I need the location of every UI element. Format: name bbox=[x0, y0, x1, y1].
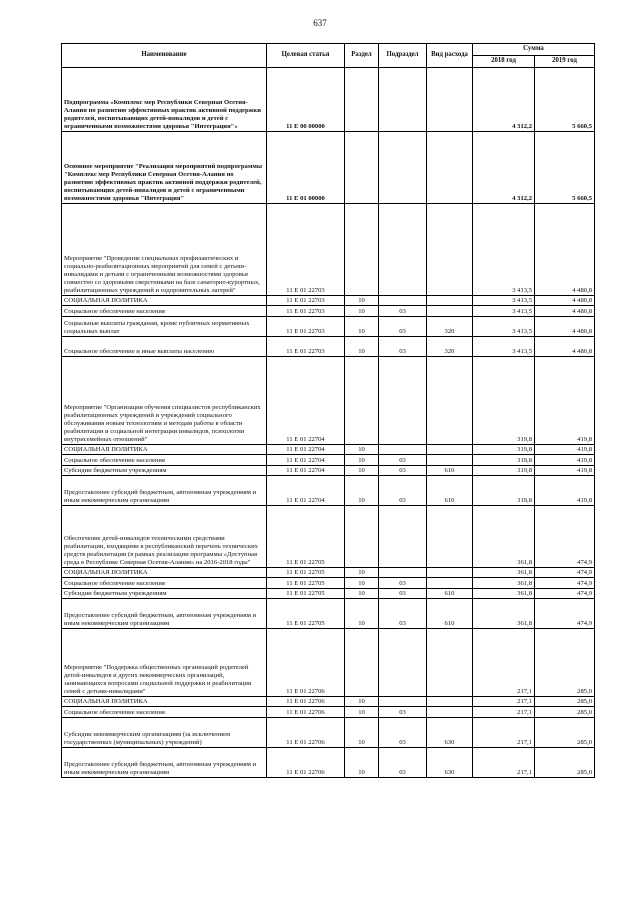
cell-subsection: 03 bbox=[379, 476, 427, 506]
cell-section: 10 bbox=[345, 337, 379, 357]
header-article: Целевая статья bbox=[267, 44, 345, 68]
cell-name: СОЦИАЛЬНАЯ ПОЛИТИКА bbox=[62, 697, 267, 707]
cell-sum-2018: 319,8 bbox=[473, 445, 535, 455]
cell-sum-2018: 3 413,5 bbox=[473, 296, 535, 306]
cell-subsection: 03 bbox=[379, 589, 427, 599]
table-row bbox=[62, 578, 595, 589]
header-year-2019: 2019 год bbox=[535, 56, 595, 68]
cell-expense-type: 610 bbox=[427, 589, 473, 599]
cell-section bbox=[345, 629, 379, 697]
cell-article: 11 Е 01 22706 bbox=[267, 707, 345, 718]
cell-sum-2018: 217,1 bbox=[473, 718, 535, 748]
cell-sum-2018: 361,8 bbox=[473, 506, 535, 568]
cell-sum-2019: 4 480,8 bbox=[535, 337, 595, 357]
table-row bbox=[62, 506, 595, 568]
cell-sum-2018: 217,1 bbox=[473, 697, 535, 707]
table-row bbox=[62, 718, 595, 748]
table-row bbox=[62, 306, 595, 317]
cell-subsection: 03 bbox=[379, 337, 427, 357]
cell-sum-2019: 285,0 bbox=[535, 718, 595, 748]
cell-sum-2018: 361,8 bbox=[473, 578, 535, 589]
cell-article: 11 Е 01 22705 bbox=[267, 578, 345, 589]
cell-name: Мероприятие "Организация обучения специалистов республиканских реабилитационных учреждений и учреждений социального обслуживания новым технологиям и методам работы в области реабилитации и социальной интеграции инвалидов, психологии внутрисемейных отношений" bbox=[62, 357, 267, 445]
cell-section: 10 bbox=[345, 317, 379, 337]
cell-section: 10 bbox=[345, 296, 379, 306]
cell-article: 11 Е 01 22706 bbox=[267, 718, 345, 748]
cell-section: 10 bbox=[345, 707, 379, 718]
table-row bbox=[62, 476, 595, 506]
cell-article: 11 Е 01 22703 bbox=[267, 306, 345, 317]
cell-section: 10 bbox=[345, 445, 379, 455]
cell-article: 11 Е 01 22703 bbox=[267, 317, 345, 337]
cell-sum-2018: 4 312,2 bbox=[473, 68, 535, 132]
cell-sum-2019: 474,9 bbox=[535, 599, 595, 629]
cell-expense-type: 610 bbox=[427, 466, 473, 476]
header-section: Раздел bbox=[345, 44, 379, 68]
cell-sum-2019: 4 480,8 bbox=[535, 204, 595, 296]
cell-expense-type bbox=[427, 357, 473, 445]
header-year-2018: 2018 год bbox=[473, 56, 535, 68]
cell-name: Социальное обеспечение и иные выплаты населению bbox=[62, 337, 267, 357]
cell-subsection bbox=[379, 445, 427, 455]
cell-sum-2018: 319,8 bbox=[473, 476, 535, 506]
cell-section: 10 bbox=[345, 718, 379, 748]
cell-subsection: 03 bbox=[379, 578, 427, 589]
cell-expense-type bbox=[427, 68, 473, 132]
cell-expense-type: 320 bbox=[427, 317, 473, 337]
table-row bbox=[62, 629, 595, 697]
table-row bbox=[62, 589, 595, 599]
header-sum: Сумма bbox=[473, 44, 595, 56]
table-row bbox=[62, 599, 595, 629]
cell-expense-type: 630 bbox=[427, 748, 473, 778]
cell-article: 11 Е 01 22703 bbox=[267, 337, 345, 357]
cell-name: Предоставление субсидий бюджетным, автономным учреждениям и иным некоммерческим организациям bbox=[62, 748, 267, 778]
table-row bbox=[62, 445, 595, 455]
cell-sum-2018: 319,8 bbox=[473, 357, 535, 445]
cell-expense-type bbox=[427, 506, 473, 568]
cell-subsection bbox=[379, 357, 427, 445]
cell-sum-2018: 361,8 bbox=[473, 568, 535, 578]
cell-sum-2018: 217,1 bbox=[473, 629, 535, 697]
cell-expense-type bbox=[427, 445, 473, 455]
cell-section: 10 bbox=[345, 697, 379, 707]
cell-section bbox=[345, 204, 379, 296]
cell-article: 11 Е 01 22704 bbox=[267, 455, 345, 466]
cell-subsection: 03 bbox=[379, 748, 427, 778]
table-row bbox=[62, 748, 595, 778]
cell-name: Социальные выплаты гражданам, кроме публичных нормативных социальных выплат bbox=[62, 317, 267, 337]
cell-expense-type: 610 bbox=[427, 599, 473, 629]
cell-sum-2018: 217,1 bbox=[473, 748, 535, 778]
cell-sum-2019: 419,8 bbox=[535, 455, 595, 466]
cell-article: 11 Е 01 22703 bbox=[267, 296, 345, 306]
table-body bbox=[62, 68, 595, 778]
cell-section: 10 bbox=[345, 476, 379, 506]
cell-sum-2019: 419,8 bbox=[535, 466, 595, 476]
cell-name: Социальное обеспечение населения bbox=[62, 578, 267, 589]
cell-article: 11 Е 00 00000 bbox=[267, 68, 345, 132]
cell-section: 10 bbox=[345, 455, 379, 466]
cell-section: 10 bbox=[345, 466, 379, 476]
cell-sum-2019: 419,8 bbox=[535, 476, 595, 506]
cell-name: Обеспечение детей-инвалидов техническими средствами реабилитации, входящими в республиканский перечень технических средств реабилитации (в рамках реализации программы «Доступная среда в Республике Северная Осетия-Алания» на 2016-2018 годы" bbox=[62, 506, 267, 568]
cell-sum-2019: 285,0 bbox=[535, 707, 595, 718]
budget-table bbox=[61, 43, 595, 778]
table-row bbox=[62, 204, 595, 296]
cell-subsection bbox=[379, 629, 427, 697]
cell-section: 10 bbox=[345, 578, 379, 589]
cell-sum-2019: 474,9 bbox=[535, 568, 595, 578]
cell-expense-type bbox=[427, 629, 473, 697]
cell-sum-2019: 419,8 bbox=[535, 445, 595, 455]
cell-section bbox=[345, 506, 379, 568]
header-expense-type: Вид расхода bbox=[427, 44, 473, 68]
cell-sum-2018: 319,8 bbox=[473, 455, 535, 466]
cell-sum-2018: 4 312,2 bbox=[473, 132, 535, 204]
cell-sum-2019: 419,8 bbox=[535, 357, 595, 445]
cell-expense-type bbox=[427, 132, 473, 204]
cell-name: Социальное обеспечение населения bbox=[62, 707, 267, 718]
cell-sum-2019: 4 480,8 bbox=[535, 306, 595, 317]
cell-sum-2018: 361,8 bbox=[473, 599, 535, 629]
cell-sum-2019: 5 660,5 bbox=[535, 68, 595, 132]
cell-subsection bbox=[379, 568, 427, 578]
cell-name: Субсидии бюджетным учреждениям bbox=[62, 466, 267, 476]
cell-article: 11 Е 01 22706 bbox=[267, 629, 345, 697]
cell-sum-2018: 361,8 bbox=[473, 589, 535, 599]
cell-article: 11 Е 01 22706 bbox=[267, 748, 345, 778]
cell-name: Предоставление субсидий бюджетным, автономным учреждениям и иным некоммерческим организациям bbox=[62, 599, 267, 629]
cell-subsection bbox=[379, 697, 427, 707]
header-name: Наименование bbox=[62, 44, 267, 68]
cell-subsection bbox=[379, 204, 427, 296]
cell-sum-2019: 4 480,8 bbox=[535, 296, 595, 306]
cell-section: 10 bbox=[345, 589, 379, 599]
cell-article: 11 Е 01 22705 bbox=[267, 568, 345, 578]
table-row bbox=[62, 337, 595, 357]
cell-sum-2018: 319,8 bbox=[473, 466, 535, 476]
cell-article: 11 Е 01 22706 bbox=[267, 697, 345, 707]
cell-subsection: 03 bbox=[379, 317, 427, 337]
cell-name: Социальное обеспечение населения bbox=[62, 455, 267, 466]
cell-section bbox=[345, 132, 379, 204]
cell-expense-type bbox=[427, 204, 473, 296]
table-row bbox=[62, 68, 595, 132]
cell-expense-type bbox=[427, 578, 473, 589]
cell-section: 10 bbox=[345, 599, 379, 629]
cell-expense-type: 610 bbox=[427, 476, 473, 506]
cell-subsection bbox=[379, 68, 427, 132]
cell-sum-2019: 285,0 bbox=[535, 748, 595, 778]
cell-sum-2019: 474,9 bbox=[535, 506, 595, 568]
cell-subsection: 03 bbox=[379, 718, 427, 748]
cell-name: Мероприятие "Проведение специальных профилактических и социально-реабилитационных мероприятий для семей с детьми-инвалидами и детьми с ограниченными возможностями здоровья совместно со здоровыми сверстниками на базе санаторно-курортных, реабилитационных учреждений и оздоровительных лагерей" bbox=[62, 204, 267, 296]
cell-expense-type bbox=[427, 568, 473, 578]
cell-subsection bbox=[379, 296, 427, 306]
cell-name: СОЦИАЛЬНАЯ ПОЛИТИКА bbox=[62, 568, 267, 578]
table-row bbox=[62, 296, 595, 306]
cell-article: 11 Е 01 22705 bbox=[267, 599, 345, 629]
table-row bbox=[62, 455, 595, 466]
cell-name: Предоставление субсидий бюджетным, автономным учреждениям и иным некоммерческим организациям bbox=[62, 476, 267, 506]
cell-expense-type bbox=[427, 306, 473, 317]
header-subsection: Подраздел bbox=[379, 44, 427, 68]
cell-article: 11 Е 01 22704 bbox=[267, 445, 345, 455]
cell-name: Подпрограмма «Комплекс мер Республики Северная Осетия-Алания по развитию эффективных практик активной поддержки родителей, воспитывающих детей-инвалидов и детей с ограниченными возможностями здоровья "Интеграция"» bbox=[62, 68, 267, 132]
cell-expense-type: 320 bbox=[427, 337, 473, 357]
table-row bbox=[62, 697, 595, 707]
cell-sum-2019: 4 480,8 bbox=[535, 317, 595, 337]
cell-sum-2019: 285,0 bbox=[535, 629, 595, 697]
cell-article: 11 Е 01 22704 bbox=[267, 466, 345, 476]
table-row bbox=[62, 707, 595, 718]
table-row bbox=[62, 317, 595, 337]
cell-name: Основное мероприятие "Реализация мероприятий подпрограммы "Комплекс мер Республики Северная Осетия-Алания по развитию эффективных практик активной поддержки родителей, воспитывающих детей-инвалидов и детей с ограниченными возможностями здоровья "Интеграция" bbox=[62, 132, 267, 204]
cell-sum-2018: 3 413,5 bbox=[473, 337, 535, 357]
cell-section: 10 bbox=[345, 306, 379, 317]
cell-name: Субсидии бюджетным учреждениям bbox=[62, 589, 267, 599]
cell-name: СОЦИАЛЬНАЯ ПОЛИТИКА bbox=[62, 445, 267, 455]
cell-sum-2019: 5 660,5 bbox=[535, 132, 595, 204]
table-row bbox=[62, 132, 595, 204]
cell-expense-type bbox=[427, 296, 473, 306]
table-row bbox=[62, 466, 595, 476]
cell-section bbox=[345, 68, 379, 132]
cell-article: 11 Е 01 22705 bbox=[267, 506, 345, 568]
cell-sum-2019: 285,0 bbox=[535, 697, 595, 707]
cell-article: 11 Е 01 22704 bbox=[267, 357, 345, 445]
cell-article: 11 Е 01 22704 bbox=[267, 476, 345, 506]
cell-name: Субсидии некоммерческим организациям (за исключением государственных (муниципальных) учреждений) bbox=[62, 718, 267, 748]
cell-article: 11 Е 01 00000 bbox=[267, 132, 345, 204]
cell-subsection: 03 bbox=[379, 306, 427, 317]
cell-subsection: 03 bbox=[379, 707, 427, 718]
cell-name: Мероприятие "Поддержка общественных организаций родителей детей-инвалидов и других некоммерческих организаций, занимающихся вопросами социальной поддержки и реабилитации семей с детьми-инвалидами" bbox=[62, 629, 267, 697]
cell-sum-2019: 474,9 bbox=[535, 589, 595, 599]
cell-expense-type bbox=[427, 697, 473, 707]
cell-name: Социальное обеспечение населения bbox=[62, 306, 267, 317]
cell-expense-type bbox=[427, 707, 473, 718]
cell-section: 10 bbox=[345, 568, 379, 578]
cell-sum-2019: 474,9 bbox=[535, 578, 595, 589]
cell-sum-2018: 3 413,5 bbox=[473, 204, 535, 296]
cell-subsection bbox=[379, 506, 427, 568]
cell-section bbox=[345, 357, 379, 445]
cell-article: 11 Е 01 22705 bbox=[267, 589, 345, 599]
cell-sum-2018: 3 413,5 bbox=[473, 317, 535, 337]
cell-expense-type bbox=[427, 455, 473, 466]
cell-subsection bbox=[379, 132, 427, 204]
cell-sum-2018: 217,1 bbox=[473, 707, 535, 718]
cell-sum-2018: 3 413,5 bbox=[473, 306, 535, 317]
cell-section: 10 bbox=[345, 748, 379, 778]
cell-subsection: 03 bbox=[379, 466, 427, 476]
cell-subsection: 03 bbox=[379, 455, 427, 466]
table-row bbox=[62, 357, 595, 445]
cell-subsection: 03 bbox=[379, 599, 427, 629]
cell-name: СОЦИАЛЬНАЯ ПОЛИТИКА bbox=[62, 296, 267, 306]
cell-expense-type: 630 bbox=[427, 718, 473, 748]
page-number: 637 bbox=[313, 18, 327, 28]
table-row bbox=[62, 568, 595, 578]
cell-article: 11 Е 01 22703 bbox=[267, 204, 345, 296]
